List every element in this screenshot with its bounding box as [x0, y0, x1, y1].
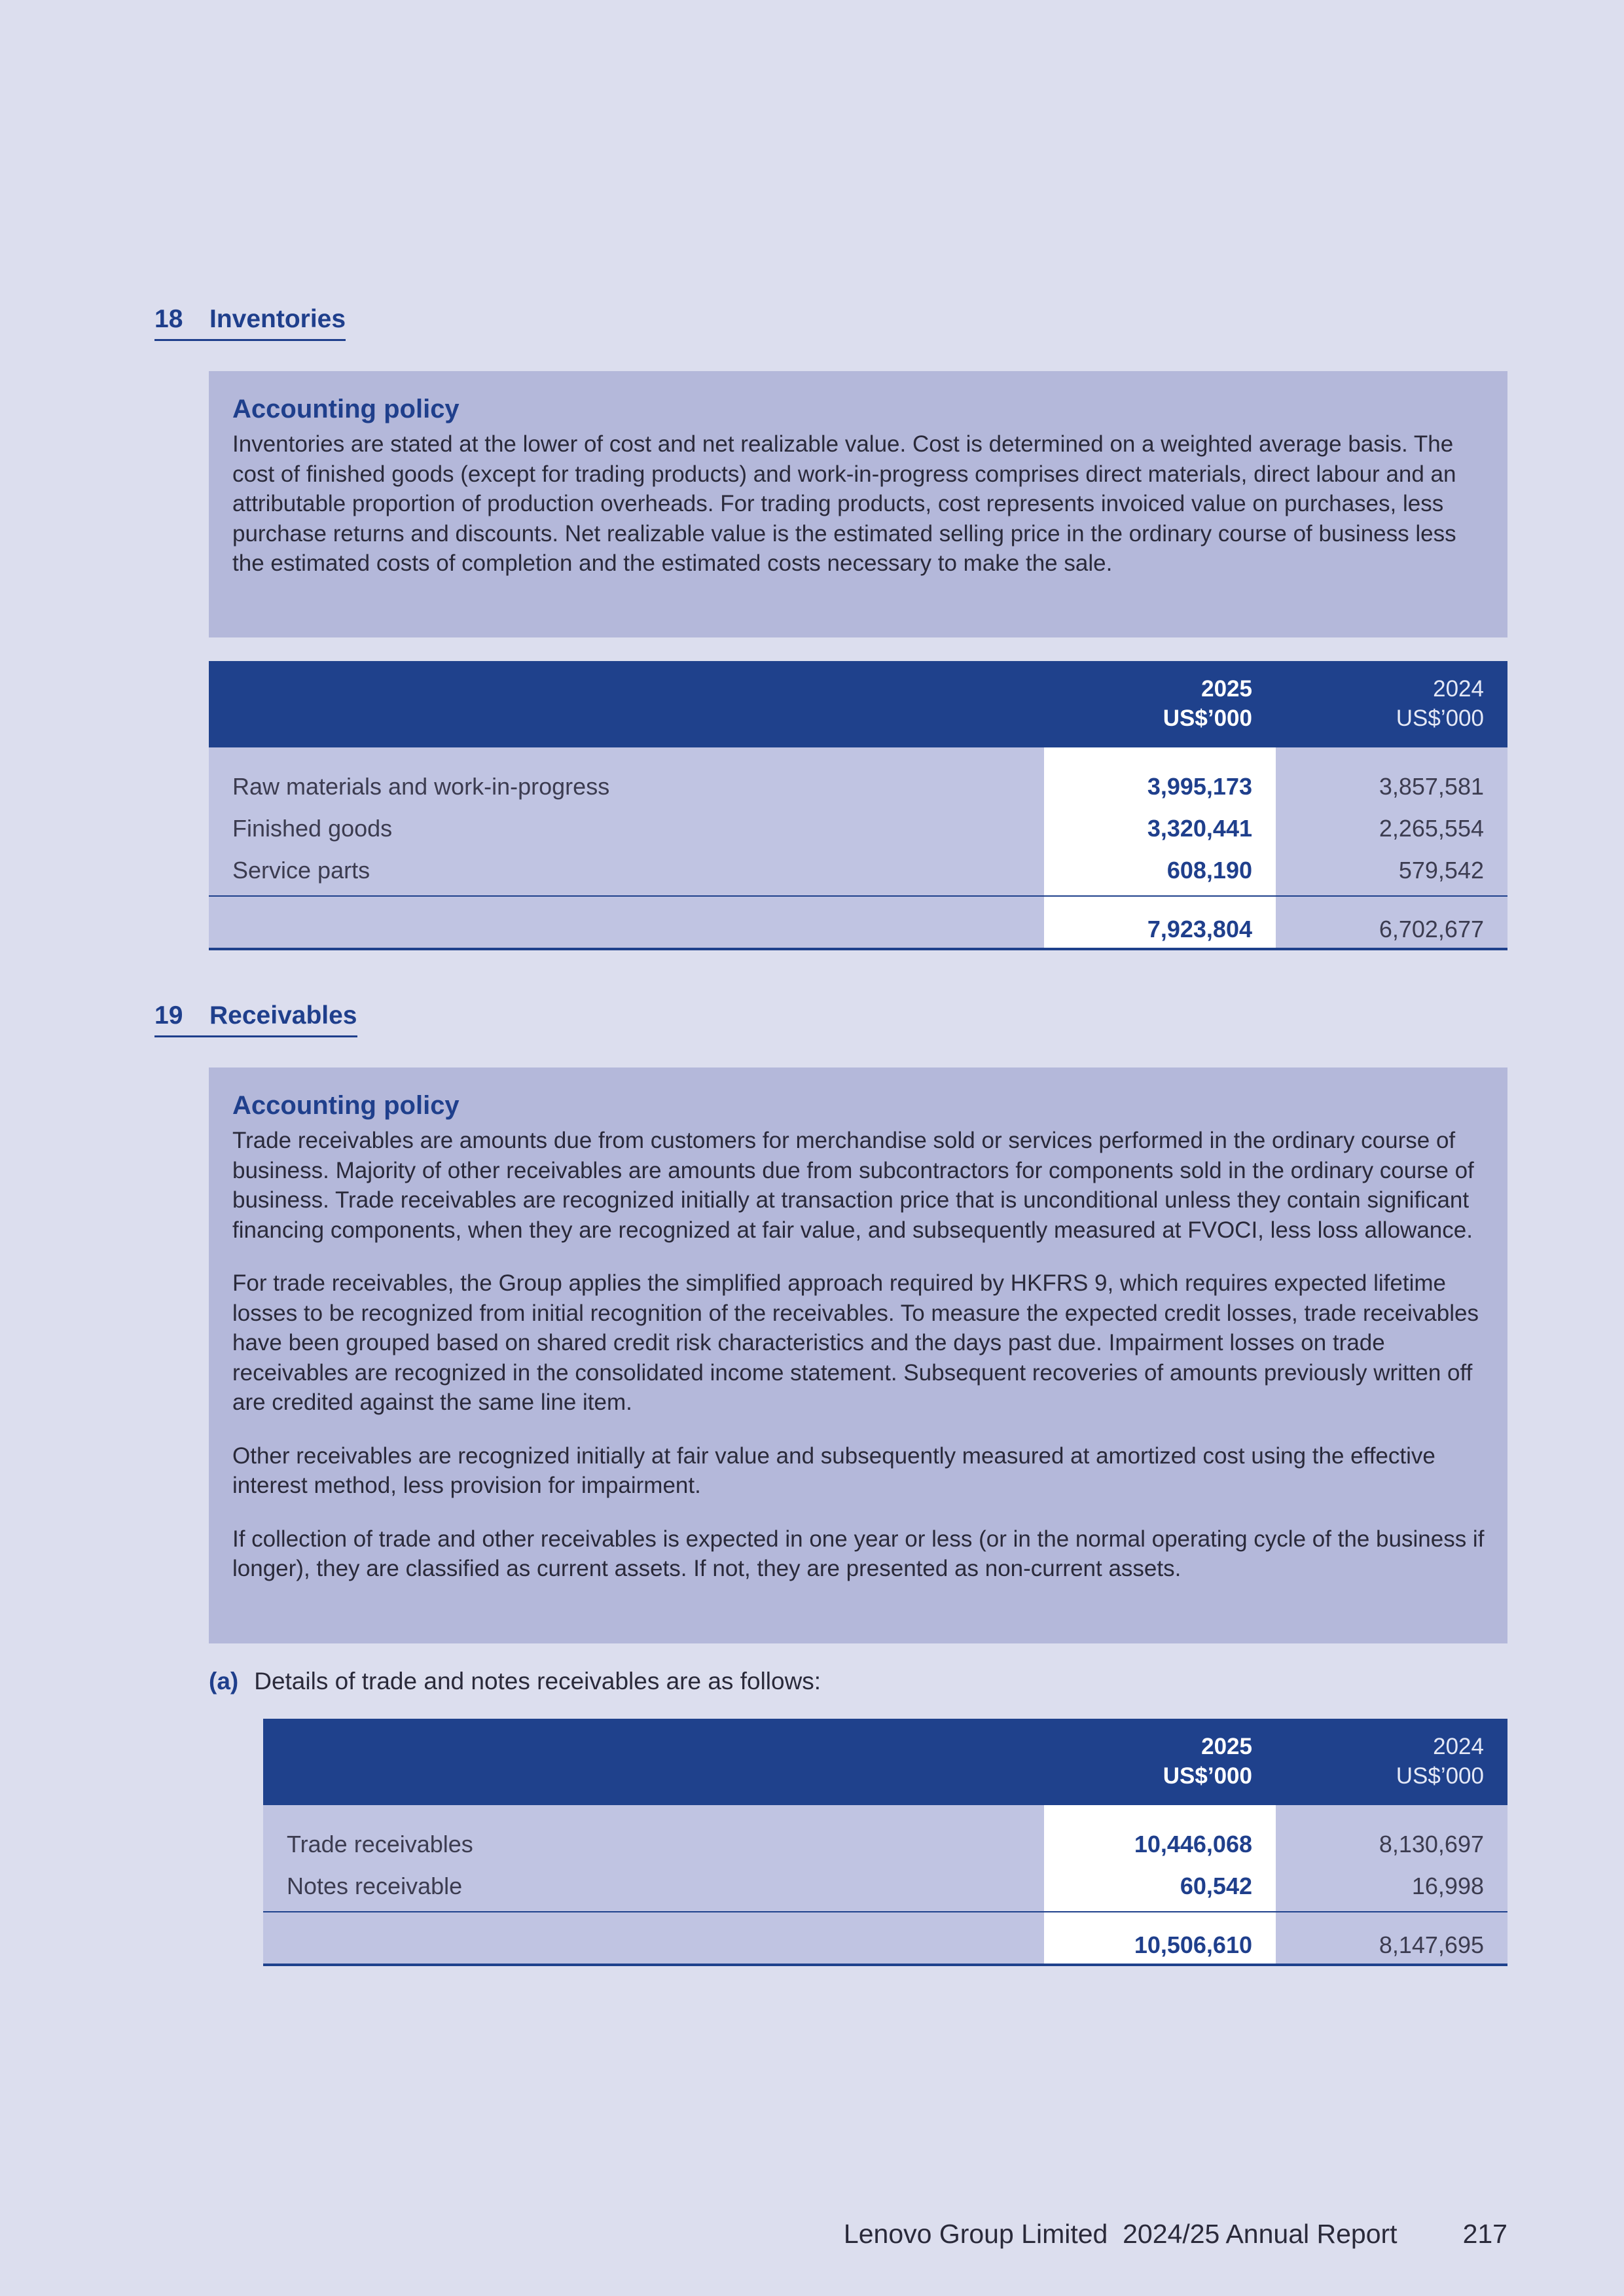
policy-paragraph: For trade receivables, the Group applies the simplified approach required by HKFRS 9, which requires expected lifetime losses to be recognized from initial recognition of the receivables. To measure the expected credit losses, trade receivables have been grouped based on shared credit risk characteristics and the days past due. Impairment losses on trade receivables are recognized in the consolidated income statement. Subsequent recoveries of amounts previously written off are credited against the same line item. — [232, 1270, 1479, 1415]
table-row: Finished goods 3,320,441 2,265,554 — [232, 815, 1484, 842]
page-number: 217 — [1462, 2219, 1507, 2249]
note-a-tag: (a) — [209, 1668, 239, 1695]
page-footer — [844, 2219, 1507, 2250]
section-title: Receivables — [209, 1001, 357, 1030]
policy-title: Accounting policy — [232, 1091, 460, 1120]
policy-paragraph: Trade receivables are amounts due from customers for merchandise sold or services performed in the ordinary course of business. Majority of other receivables are amounts due from subcontractors for components sold in the ordinary course of business. Trade receivables are recognized initially at transaction price that is unconditional unless they contain significant financing components, when they are recognized at fair value, and subsequently measured at FVOCI, less loss allowance. — [232, 1128, 1474, 1243]
section-number: 18 — [154, 305, 183, 333]
section-18-heading — [154, 305, 346, 341]
table-row: Service parts 608,190 579,542 — [232, 857, 1484, 884]
total-rule — [263, 1964, 1507, 1966]
subtotal-rule — [209, 895, 1507, 897]
footer-text: Lenovo Group Limited 2024/25 Annual Report — [843, 2219, 1398, 2249]
section-number: 19 — [154, 1001, 183, 1030]
note-a — [209, 1668, 821, 1695]
policy-paragraph: Inventories are stated at the lower of cost and net realizable value. Cost is determined on a weighted average basis. The cost of finished goods (except for trading products) and work-in-progress comprises direct materials, direct labour and an attributable proportion of production overheads. For trading products, cost represents invoiced value on purchases, less purchase returns and discounts. Net realizable value is the estimated selling price in the ordinary course of business less the estimated costs of completion and the estimated costs necessary to make the sale. — [232, 431, 1456, 576]
column-2024: 2024 US$’000 — [1396, 1734, 1484, 1789]
total-rule — [209, 948, 1507, 950]
table-row: Raw materials and work-in-progress 3,995,173 3,857,581 — [232, 773, 1484, 800]
note-a-text: Details of trade and notes receivables are as follows: — [254, 1668, 821, 1695]
policy-title: Accounting policy — [232, 395, 460, 423]
column-2025: 2025 US$’000 — [1163, 676, 1252, 731]
accounting-policy-box — [209, 1067, 1507, 1643]
table-total-row: 10,506,610 8,147,695 — [1134, 1931, 1484, 1958]
table-header — [263, 1719, 1507, 1805]
policy-paragraph: If collection of trade and other receivables is expected in one year or less (or in the normal operating cycle of the business if longer), they are classified as current assets. If not, they are presented as non-current assets. — [232, 1526, 1485, 1581]
table-total-row: 7,923,804 6,702,677 — [1147, 916, 1484, 942]
policy-paragraph: Other receivables are recognized initially at fair value and subsequently measured at amortized cost using the effective interest method, less provision for impairment. — [232, 1443, 1435, 1498]
accounting-policy-box — [209, 371, 1507, 637]
receivables-table — [263, 1719, 1507, 1966]
section-19-heading — [154, 1001, 357, 1037]
column-2024: 2024 US$’000 — [1396, 676, 1484, 731]
subtotal-rule — [263, 1911, 1507, 1912]
section-title: Inventories — [209, 305, 346, 333]
table-row: Notes receivable 60,542 16,998 — [287, 1873, 1484, 1899]
table-row: Trade receivables 10,446,068 8,130,697 — [287, 1831, 1484, 1857]
inventories-table — [209, 661, 1507, 950]
column-2025: 2025 US$’000 — [1163, 1734, 1252, 1789]
table-header — [209, 661, 1507, 747]
